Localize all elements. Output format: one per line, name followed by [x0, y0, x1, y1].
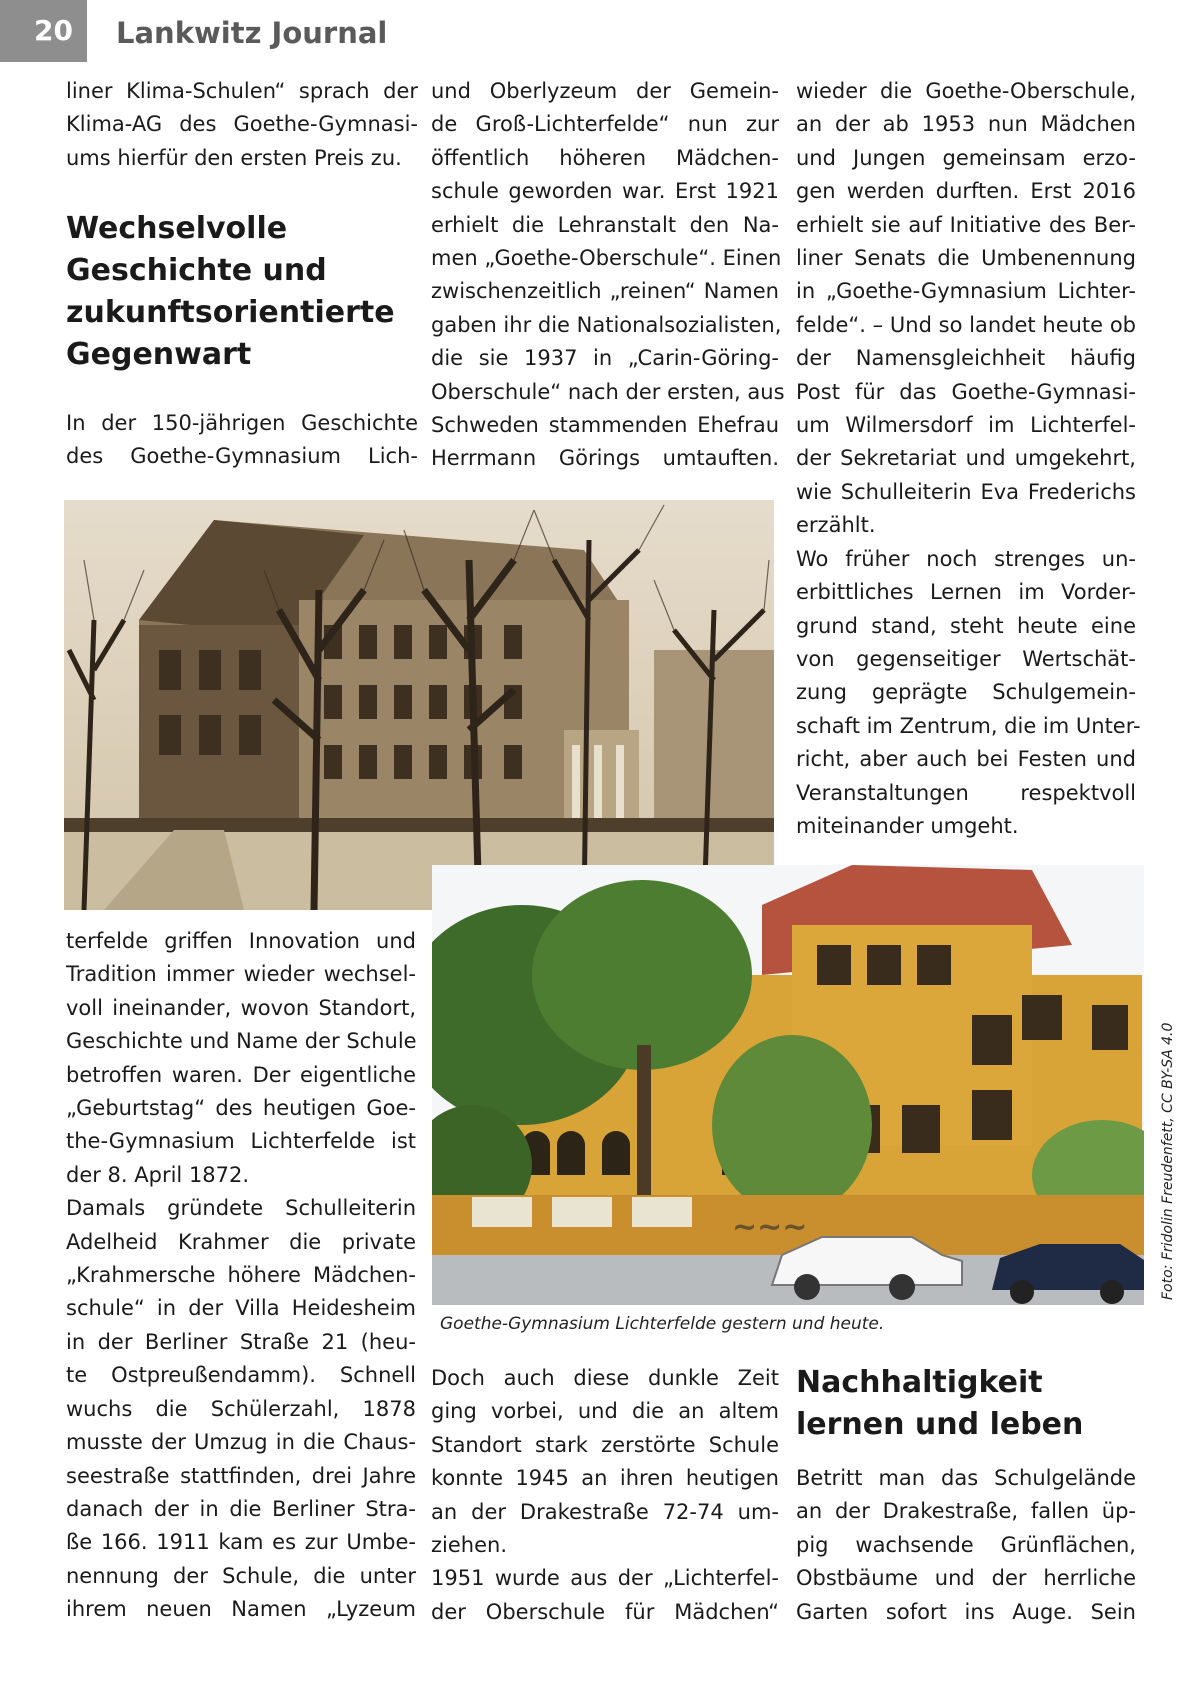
text-line: ihrem neuen Namen „Lyzeum: [66, 1597, 416, 1622]
page-number: 20: [0, 0, 87, 62]
text-line: gen werden durften. Erst 2016: [796, 179, 1136, 204]
text-line: die sie 1937 in „Carin-Göring-: [431, 346, 779, 371]
column-1-intro-text: [66, 407, 418, 474]
text-line: gaben ihr die Nationalsozialisten,: [431, 312, 782, 337]
text-line: Garten sofort ins Auge. Sein: [796, 1599, 1136, 1624]
column-3-top-text: [796, 75, 1141, 843]
text-line: Geschichte und Name der Schule: [66, 1029, 417, 1054]
text-line: miteinander umgeht.: [796, 813, 1019, 838]
text-line: Herrmann Görings umtauften.: [431, 446, 779, 471]
journal-title: Lankwitz Journal: [116, 16, 388, 50]
text-line: wieder die Goethe-Oberschule,: [796, 79, 1136, 103]
text-line: ums hierfür den ersten Preis zu.: [66, 145, 402, 170]
text-line: Damals gründete Schulleiterin: [66, 1196, 416, 1221]
heading-line: Gegenwart: [66, 337, 252, 372]
svg-text:~~~: ~~~: [732, 1210, 808, 1245]
text-line: musste der Umzug in die Chaus-: [66, 1430, 416, 1455]
heading-line: Nachhaltigkeit: [796, 1365, 1043, 1400]
text-line: der Oberschule für Mädchen“: [431, 1599, 779, 1624]
text-line: 1951 wurde aus der „Lichterfel-: [431, 1566, 779, 1591]
photo-caption: Goethe-Gymnasium Lichterfelde gestern und heute.: [440, 1314, 885, 1334]
text-line: liner Klima-Schulen“ sprach der: [66, 79, 418, 103]
text-line: an der Drakestraße, fallen üp-: [796, 1499, 1136, 1524]
text-line: an der Drakestraße 72-74 um-: [431, 1499, 779, 1524]
text-line: ging vorbei, und die an altem: [431, 1399, 779, 1424]
text-line: in der Berliner Straße 21 (heu-: [66, 1329, 416, 1354]
text-line: men „Goethe-Oberschule“. Einen: [431, 246, 782, 271]
text-line: konnte 1945 an ihren heutigen: [431, 1466, 779, 1491]
text-line: ße 166. 1911 kam es zur Umbe-: [66, 1530, 416, 1555]
text-line: an der ab 1953 nun Mädchen: [796, 112, 1136, 137]
text-line: um Wilmersdorf im Lichterfel-: [796, 413, 1136, 438]
text-line: Post für das Goethe-Gymnasi-: [796, 379, 1136, 404]
text-line: danach der in die Berliner Stra-: [66, 1496, 416, 1521]
text-line: der Sekretariat und umgekehrt,: [796, 446, 1136, 471]
heading-line: zukunftsorientierte: [66, 295, 395, 330]
text-line: Adelheid Krahmer die private: [66, 1229, 416, 1254]
text-line: terfelde griffen Innovation und: [66, 929, 416, 953]
text-line: erhielt die Lehranstalt den Na-: [431, 212, 779, 237]
text-line: felde“. – Und so landet heute ob: [796, 312, 1136, 337]
column-1-top-text: [66, 75, 418, 175]
text-line: Doch auch diese dunkle Zeit: [431, 1366, 779, 1390]
text-line: Wo früher noch strenges un-: [796, 546, 1136, 571]
text-line: Tradition immer wieder wechsel-: [66, 962, 416, 987]
text-line: seestraße stattfinden, drei Jahre: [66, 1463, 416, 1488]
text-line: ziehen.: [431, 1533, 507, 1558]
text-line: von gegenseitiger Wertschät-: [796, 646, 1136, 671]
section-heading-history: [66, 208, 418, 376]
text-line: schaft im Zentrum, die im Unter-: [796, 713, 1141, 738]
text-line: erzählt.: [796, 513, 876, 538]
text-line: voll ineinander, wovon Standort,: [66, 995, 416, 1020]
column-2-bottom-text: [431, 1362, 779, 1629]
text-line: schule“ in der Villa Heidesheim: [66, 1296, 416, 1321]
text-line: Veranstaltungen respektvoll: [796, 780, 1136, 805]
text-line: pig wachsende Grünflächen,: [796, 1532, 1136, 1557]
section-heading-sustainability: [796, 1362, 1136, 1446]
text-line: in „Goethe-Gymnasium Lichter-: [796, 279, 1136, 304]
text-line: wuchs die Schülerzahl, 1878: [66, 1396, 416, 1421]
text-line: de Groß-Lichterfelde“ nun zur: [431, 112, 779, 137]
text-line: Standort stark zerstörte Schule: [431, 1432, 779, 1457]
text-line: In der 150-jährigen Geschichte: [66, 411, 418, 435]
text-line: öffentlich höheren Mädchen-: [431, 145, 779, 170]
text-line: nennung der Schule, die unter: [66, 1563, 416, 1588]
text-line: grund stand, steht heute eine: [796, 613, 1136, 638]
text-line: des Goethe-Gymnasium Lich-: [66, 444, 418, 469]
text-line: der 8. April 1872.: [66, 1162, 250, 1187]
column-2-top-text: [431, 75, 785, 476]
text-line: Schweden stammenden Ehefrau: [431, 413, 779, 438]
column-1-bottom-text: [66, 925, 416, 1627]
modern-school-photo: [432, 865, 1144, 1305]
text-line: wie Schulleiterin Eva Frederichs: [796, 479, 1136, 504]
heading-line: Geschichte und: [66, 253, 327, 288]
text-line: „Geburtstag“ des heutigen Goe-: [66, 1096, 416, 1121]
historic-photo-illustration: [64, 500, 774, 910]
text-line: richt, aber auch bei Festen und: [796, 747, 1136, 772]
text-line: „Krahmersche höhere Mädchen-: [66, 1263, 416, 1288]
text-line: the-Gymnasium Lichterfelde ist: [66, 1129, 416, 1154]
text-line: Betritt man das Schulgelände: [796, 1466, 1136, 1490]
text-line: betroffen waren. Der eigentliche: [66, 1062, 416, 1087]
heading-line: Wechselvolle: [66, 211, 288, 246]
text-line: der Namensgleichheit häufig: [796, 346, 1136, 371]
column-3-bottom-text: [796, 1462, 1136, 1629]
text-line: Klima-AG des Goethe-Gymnasi-: [66, 112, 418, 137]
text-line: schule geworden war. Erst 1921: [431, 179, 779, 204]
text-line: erhielt sie auf Initiative des Ber-: [796, 212, 1136, 237]
text-line: liner Senats die Umbenennung: [796, 246, 1136, 271]
photo-credit-text: Foto: Fridolin Freudenfett, CC BY-SA 4.0: [1160, 1022, 1176, 1300]
text-line: zwischenzeitlich „reinen“ Namen: [431, 279, 779, 304]
text-line: erbittliches Lernen im Vorder-: [796, 580, 1136, 605]
text-line: und Oberlyzeum der Gemein-: [431, 79, 779, 103]
heading-line: lernen und leben: [796, 1407, 1084, 1442]
text-line: Obstbäume und der herrliche: [796, 1566, 1136, 1591]
modern-photo-illustration: [432, 865, 1144, 1305]
historic-school-photo: [64, 500, 774, 910]
text-line: und Jungen gemeinsam erzo-: [796, 145, 1136, 170]
text-line: zung geprägte Schulgemein-: [796, 680, 1136, 705]
text-line: te Ostpreußendamm). Schnell: [66, 1363, 416, 1388]
text-line: Oberschule“ nach der ersten, aus: [431, 379, 785, 404]
